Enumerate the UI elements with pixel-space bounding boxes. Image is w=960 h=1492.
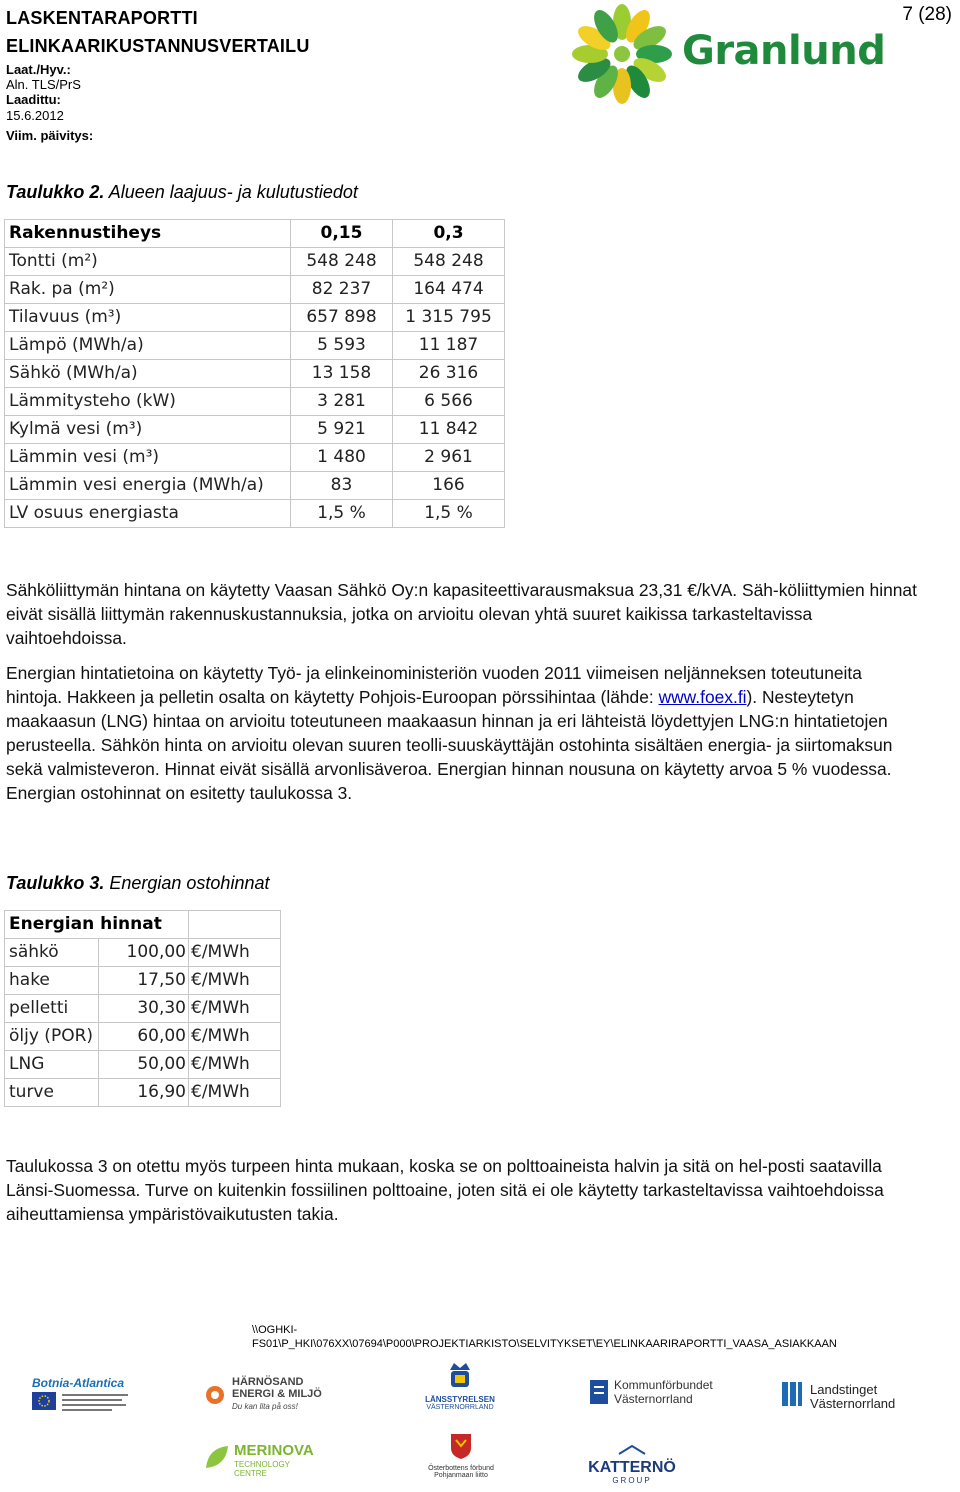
table3-header-row <box>5 911 281 939</box>
row-value: 2 961 <box>393 444 505 472</box>
row-value: 1 315 795 <box>393 304 505 332</box>
crown-crest-icon <box>445 1360 475 1390</box>
katterno-roof-icon <box>617 1445 647 1455</box>
landsting-mark-icon <box>780 1380 804 1408</box>
merinova-logo <box>202 1440 320 1476</box>
kommun-mark-icon <box>588 1378 610 1406</box>
fuel-name: pelletti <box>5 995 99 1023</box>
table2-header-col2: 0,3 <box>393 220 505 248</box>
table3-caption-text: Energian ostohinnat <box>104 873 270 893</box>
granlund-flower-icon <box>566 2 678 106</box>
paragraph-energy-prices <box>6 661 918 805</box>
table2-caption-text: Alueen laajuus- ja kulutustiedot <box>104 182 358 202</box>
fuel-price: 100,00 <box>99 939 189 967</box>
table2-header-row <box>5 220 505 248</box>
report-title: ELINKAARIKUSTANNUSVERTAILU <box>6 36 310 56</box>
file-path-line1: \\OGHKI- <box>252 1324 298 1336</box>
table-row <box>5 360 505 388</box>
harnosand-slogan: Du kan lita på oss! <box>232 1402 298 1411</box>
row-label: Tontti (m²) <box>5 248 291 276</box>
katterno-group: GROUP <box>612 1476 652 1485</box>
row-value: 1,5 % <box>393 500 505 528</box>
paivitys-label: Viim. päivitys: <box>6 128 94 143</box>
table3-caption <box>6 873 269 894</box>
row-value: 83 <box>291 472 393 500</box>
fuel-price: 30,30 <box>99 995 189 1023</box>
row-label: Lämmitysteho (kW) <box>5 388 291 416</box>
fuel-name: sähkö <box>5 939 99 967</box>
katterno-logo <box>584 1442 680 1485</box>
fuel-price: 60,00 <box>99 1023 189 1051</box>
lansstyrelsen-name: LÄNSSTYRELSEN <box>425 1395 495 1404</box>
row-label: Rak. pa (m²) <box>5 276 291 304</box>
lansstyrelsen-region: VÄSTERNORRLAND <box>426 1404 494 1411</box>
osterbotten-logo <box>428 1432 494 1486</box>
row-value: 166 <box>393 472 505 500</box>
table-row <box>5 967 281 995</box>
row-value: 5 921 <box>291 416 393 444</box>
osterbotten-name: Österbottens förbund <box>428 1465 494 1472</box>
row-value: 164 474 <box>393 276 505 304</box>
table-area-consumption <box>4 219 505 528</box>
fuel-unit: €/MWh <box>189 1079 281 1107</box>
table2-caption-number: Taulukko 2. <box>6 182 105 202</box>
table-row <box>5 332 505 360</box>
table-row <box>5 304 505 332</box>
row-value: 1 480 <box>291 444 393 472</box>
table2-caption <box>6 182 358 203</box>
granlund-logo <box>566 2 886 106</box>
fuel-price: 16,90 <box>99 1079 189 1107</box>
fuel-price: 17,50 <box>99 967 189 995</box>
laat-label: Laat./Hyv.: <box>6 62 71 77</box>
fuel-unit: €/MWh <box>189 967 281 995</box>
fuel-name: öljy (POR) <box>5 1023 99 1051</box>
landsting-region: Västernorrland <box>810 1396 896 1411</box>
row-value: 1,5 % <box>291 500 393 528</box>
paragraph-energy-prices-part1: Energian hintatietoina on käytetty Työ- ja elinkeinoministeriön vuoden 2011 viimeisen neljänneksen toteutuneita hintoja. Hakkeen ja pelletin osalta on käytetty Pohjois-Euroopan pörssihintaa (lähde: <box>6 663 862 707</box>
table-row <box>5 444 505 472</box>
paragraph-connection-price: Sähköliittymän hintana on käytetty Vaasan Sähkö Oy:n kapasiteettivarausmaksua 23,31 €/kVA. Säh-köliittymien hinnat eivät sisällä liittymän rakennuskustannuksia, jotka on arvioitu olevan yhtä suuret kaikissa tarkasteltavissa vaihtoehdoissa. <box>6 580 917 648</box>
harnosand-sub: ENERGI & MILJÖ <box>232 1388 322 1400</box>
foex-link[interactable]: www.foex.fi <box>658 687 747 707</box>
botnia-atlantica-logo <box>32 1376 132 1418</box>
paragraph-peat: Taulukossa 3 on otettu myös turpeen hinta mukaan, koska se on polttoaineista halvin ja sitä on hel-posti saatavilla Länsi-Suomessa. Turve on kuitenkin fossiilinen polttoaine, joten sitä ei ole käytetty tarkasteltavissa vaihtoehdoissa aiheuttamiensa ympäristövaikutusten takia. <box>6 1156 884 1224</box>
table-row <box>5 995 281 1023</box>
report-type: LASKENTARAPORTTI <box>6 8 198 28</box>
eu-flag-icon <box>32 1390 132 1416</box>
row-label: Kylmä vesi (m³) <box>5 416 291 444</box>
fuel-unit: €/MWh <box>189 1051 281 1079</box>
report-date: 15.6.2012 <box>6 108 64 123</box>
osterbotten-crest-icon <box>449 1432 473 1460</box>
row-value: 3 281 <box>291 388 393 416</box>
table-row <box>5 939 281 967</box>
laat-value: Aln. TLS/PrS <box>6 77 81 92</box>
table-row <box>5 500 505 528</box>
kommunforbundet-logo <box>588 1376 728 1410</box>
row-label: Lämmin vesi (m³) <box>5 444 291 472</box>
harnosand-sun-icon <box>202 1380 228 1410</box>
row-value: 657 898 <box>291 304 393 332</box>
table-row <box>5 248 505 276</box>
laadittu-label: Laadittu: <box>6 92 61 107</box>
page-number: 7 (28) <box>902 4 952 25</box>
row-value: 13 158 <box>291 360 393 388</box>
table2-header-label: Rakennustiheys <box>5 220 291 248</box>
katterno-name: KATTERNÖ <box>588 1459 676 1476</box>
row-value: 5 593 <box>291 332 393 360</box>
table-row <box>5 1051 281 1079</box>
file-path-line2: FS01\P_HKI\076XX\07694\P000\PROJEKTIARKISTO\SELVITYKSET\EY\ELINKAARIRAPORTTI_VAASA_ASIAKKAAN <box>252 1338 837 1350</box>
table3-caption-number: Taulukko 3. <box>6 873 105 893</box>
row-value: 548 248 <box>291 248 393 276</box>
granlund-logo-text: Granlund <box>682 28 886 74</box>
table-energy-prices <box>4 910 281 1107</box>
osterbotten-name-fi: Pohjanmaan liitto <box>434 1472 488 1479</box>
table3-header-empty <box>189 911 281 939</box>
table2-header-col1: 0,15 <box>291 220 393 248</box>
row-value: 82 237 <box>291 276 393 304</box>
lansstyrelsen-logo <box>422 1360 498 1416</box>
botnia-atlantica-text: Botnia-Atlantica <box>32 1376 125 1390</box>
fuel-unit: €/MWh <box>189 1023 281 1051</box>
row-value: 548 248 <box>393 248 505 276</box>
fuel-price: 50,00 <box>99 1051 189 1079</box>
harnosand-energi-logo <box>202 1376 328 1416</box>
fuel-name: LNG <box>5 1051 99 1079</box>
row-label: Lämmin vesi energia (MWh/a) <box>5 472 291 500</box>
row-value: 11 842 <box>393 416 505 444</box>
table-row <box>5 472 505 500</box>
row-value: 26 316 <box>393 360 505 388</box>
row-value: 11 187 <box>393 332 505 360</box>
landsting-name: Landstinget <box>810 1382 878 1397</box>
merinova-leaf-icon <box>202 1442 232 1472</box>
paragraph-energy-prices-part2: ). Nesteytetyn maakaasun (LNG) hintaa on arvioitu toteutuneen maakaasun hinnan ja eri lähteistä löydettyjen LNG:n hintatietojen perusteella. Sähkön hinta on arvioitu olevan suuren teolli-suuskäyttäjän ostohinta sisältäen energia- ja siirtomaksun sekä valmisteveron. Hinnat eivät sisällä arvonlisäveroa. Energian hinnan nousuna on käytetty arvoa 5 % vuodessa. Energian ostohinnat on esitetty taulukossa 3. <box>6 687 893 803</box>
row-label: Lämpö (MWh/a) <box>5 332 291 360</box>
merinova-sub: TECHNOLOGY CENTRE <box>234 1460 290 1478</box>
row-label: Sähkö (MWh/a) <box>5 360 291 388</box>
merinova-name: MERINOVA <box>234 1442 314 1459</box>
fuel-name: hake <box>5 967 99 995</box>
row-label: Tilavuus (m³) <box>5 304 291 332</box>
fuel-unit: €/MWh <box>189 995 281 1023</box>
table3-header-label: Energian hinnat <box>5 911 189 939</box>
table-row <box>5 1079 281 1107</box>
table-row <box>5 416 505 444</box>
harnosand-name: HÄRNÖSAND <box>232 1376 304 1388</box>
table-row <box>5 1023 281 1051</box>
kommun-name: Kommunförbundet <box>614 1378 713 1392</box>
fuel-unit: €/MWh <box>189 939 281 967</box>
landstinget-logo <box>780 1380 920 1414</box>
fuel-name: turve <box>5 1079 99 1107</box>
kommun-region: Västernorrland <box>614 1392 693 1406</box>
table-row <box>5 276 505 304</box>
table-row <box>5 388 505 416</box>
row-label: LV osuus energiasta <box>5 500 291 528</box>
row-value: 6 566 <box>393 388 505 416</box>
